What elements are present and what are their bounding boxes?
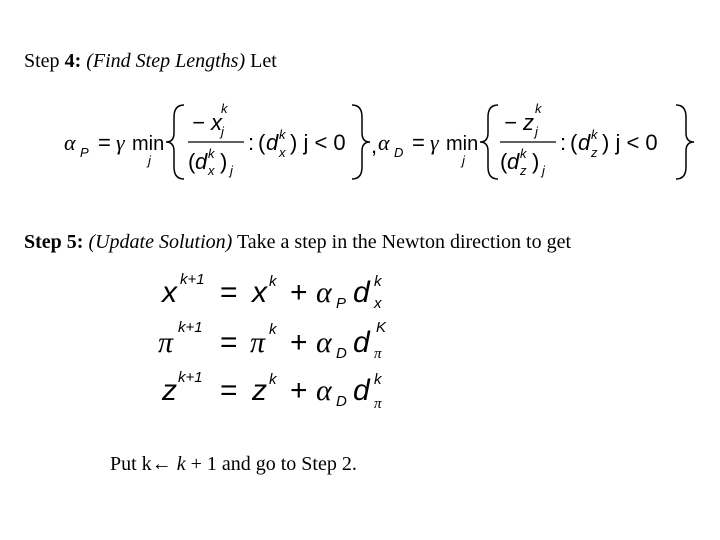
x-lhs: x bbox=[162, 276, 177, 309]
frac-den-close-2: ) bbox=[532, 149, 540, 174]
alpha-d: α bbox=[378, 130, 390, 155]
frac-den-d-1: d bbox=[195, 149, 208, 174]
cond-open-1: ( bbox=[258, 130, 266, 155]
pi-rhs: π bbox=[250, 326, 266, 359]
min-1: min bbox=[132, 133, 165, 155]
z-d-sup: k bbox=[374, 371, 382, 388]
pi-alpha-sub: D bbox=[336, 345, 347, 362]
cond-tail-1: ) j < 0 bbox=[290, 130, 346, 155]
equals-2: = bbox=[412, 130, 425, 155]
cond-open-2: ( bbox=[570, 130, 578, 155]
frac-den-sub-2: z bbox=[520, 163, 527, 178]
gamma-1: γ bbox=[116, 130, 125, 155]
frac-den-open-2: ( bbox=[500, 149, 508, 174]
pi-lhs-sup: k+1 bbox=[178, 319, 203, 336]
x-d: d bbox=[353, 276, 370, 309]
cond-tail-2: ) j < 0 bbox=[602, 130, 658, 155]
update-equations bbox=[150, 268, 410, 418]
formula-comma: , bbox=[371, 133, 378, 158]
min-2: min bbox=[446, 133, 479, 155]
cond-sub-1: x bbox=[279, 145, 286, 160]
step-length-formula bbox=[0, 95, 720, 190]
pi-eq: = bbox=[220, 326, 238, 359]
min-index-1: j bbox=[148, 153, 151, 168]
alpha-p-sub: P bbox=[80, 145, 89, 160]
x-lhs-sup: k+1 bbox=[180, 271, 205, 288]
z-plus: + bbox=[290, 374, 308, 407]
frac-den-sup-1: k bbox=[208, 146, 215, 161]
step4-heading bbox=[24, 50, 277, 73]
equals-1: = bbox=[98, 130, 111, 155]
z-alpha: α bbox=[316, 374, 332, 407]
alpha-p: α bbox=[64, 130, 76, 155]
step5-rest: Take a step in the Newton direction to get bbox=[236, 231, 572, 253]
frac-num-sub-1: j bbox=[221, 124, 224, 139]
z-eq: = bbox=[220, 374, 238, 407]
z-rhs: z bbox=[252, 374, 267, 407]
pi-d: d bbox=[353, 326, 370, 359]
x-alpha-sub: P bbox=[336, 295, 347, 312]
closing-k: k bbox=[176, 453, 186, 475]
frac-den-open-1: ( bbox=[188, 149, 196, 174]
gamma-2: γ bbox=[430, 130, 439, 155]
left-brace-1 bbox=[166, 105, 184, 179]
step5-label: Step 5: bbox=[24, 231, 84, 253]
closing-put: Put k← bbox=[110, 453, 177, 475]
step4-label: Step bbox=[24, 50, 60, 72]
step5-heading bbox=[24, 231, 571, 254]
cond-d-2: d bbox=[578, 130, 591, 155]
step4-number: 4: bbox=[64, 50, 82, 72]
frac-num-sub-2: j bbox=[535, 124, 538, 139]
frac-num-sup-1: k bbox=[221, 101, 228, 116]
frac-den-close-1: ) bbox=[220, 149, 228, 174]
cond-colon-2: : bbox=[560, 130, 567, 155]
step5-title: (Update Solution) bbox=[88, 231, 233, 253]
z-alpha-sub: D bbox=[336, 393, 347, 410]
cond-sup-1: k bbox=[279, 127, 286, 142]
cond-colon-1: : bbox=[248, 130, 255, 155]
frac-den-index-2: j bbox=[542, 163, 545, 178]
z-rhs-sup: k bbox=[269, 371, 277, 388]
x-d-sup: k bbox=[374, 273, 382, 290]
pi-plus: + bbox=[290, 326, 308, 359]
frac-den-sup-2: k bbox=[520, 146, 527, 161]
x-d-sub: x bbox=[374, 295, 382, 312]
min-index-2: j bbox=[462, 153, 465, 168]
x-plus: + bbox=[290, 276, 308, 309]
frac-num-2: − z bbox=[504, 110, 534, 135]
closing-rest: + 1 and go to Step 2. bbox=[185, 453, 357, 475]
step4-title: (Find Step Lengths) bbox=[86, 50, 246, 72]
z-lhs-sup: k+1 bbox=[178, 369, 203, 386]
pi-d-sub: π bbox=[374, 346, 382, 362]
frac-den-sub-1: x bbox=[208, 163, 215, 178]
pi-rhs-sup: k bbox=[269, 321, 277, 338]
z-d: d bbox=[353, 374, 370, 407]
pi-lhs: π bbox=[158, 326, 174, 359]
closing-line bbox=[110, 453, 357, 476]
right-brace-1 bbox=[352, 105, 370, 179]
cond-d-1: d bbox=[266, 130, 279, 155]
frac-den-index-1: j bbox=[230, 163, 233, 178]
x-rhs-sup: k bbox=[269, 273, 277, 290]
right-brace-2 bbox=[676, 105, 694, 179]
x-alpha: α bbox=[316, 276, 332, 309]
z-lhs: z bbox=[162, 374, 177, 407]
alpha-d-sub: D bbox=[394, 145, 404, 160]
left-brace-2 bbox=[480, 105, 498, 179]
frac-num-sup-2: k bbox=[535, 101, 542, 116]
step4-rest: Let bbox=[250, 50, 277, 72]
pi-d-sup: K bbox=[376, 319, 387, 336]
x-eq: = bbox=[220, 276, 238, 309]
cond-sup-2: k bbox=[591, 127, 598, 142]
frac-den-d-2: d bbox=[507, 149, 520, 174]
cond-sub-2: z bbox=[591, 145, 598, 160]
x-rhs: x bbox=[252, 276, 267, 309]
pi-alpha: α bbox=[316, 326, 332, 359]
frac-num-1: − x bbox=[192, 110, 222, 135]
z-d-sub: π bbox=[374, 396, 382, 412]
